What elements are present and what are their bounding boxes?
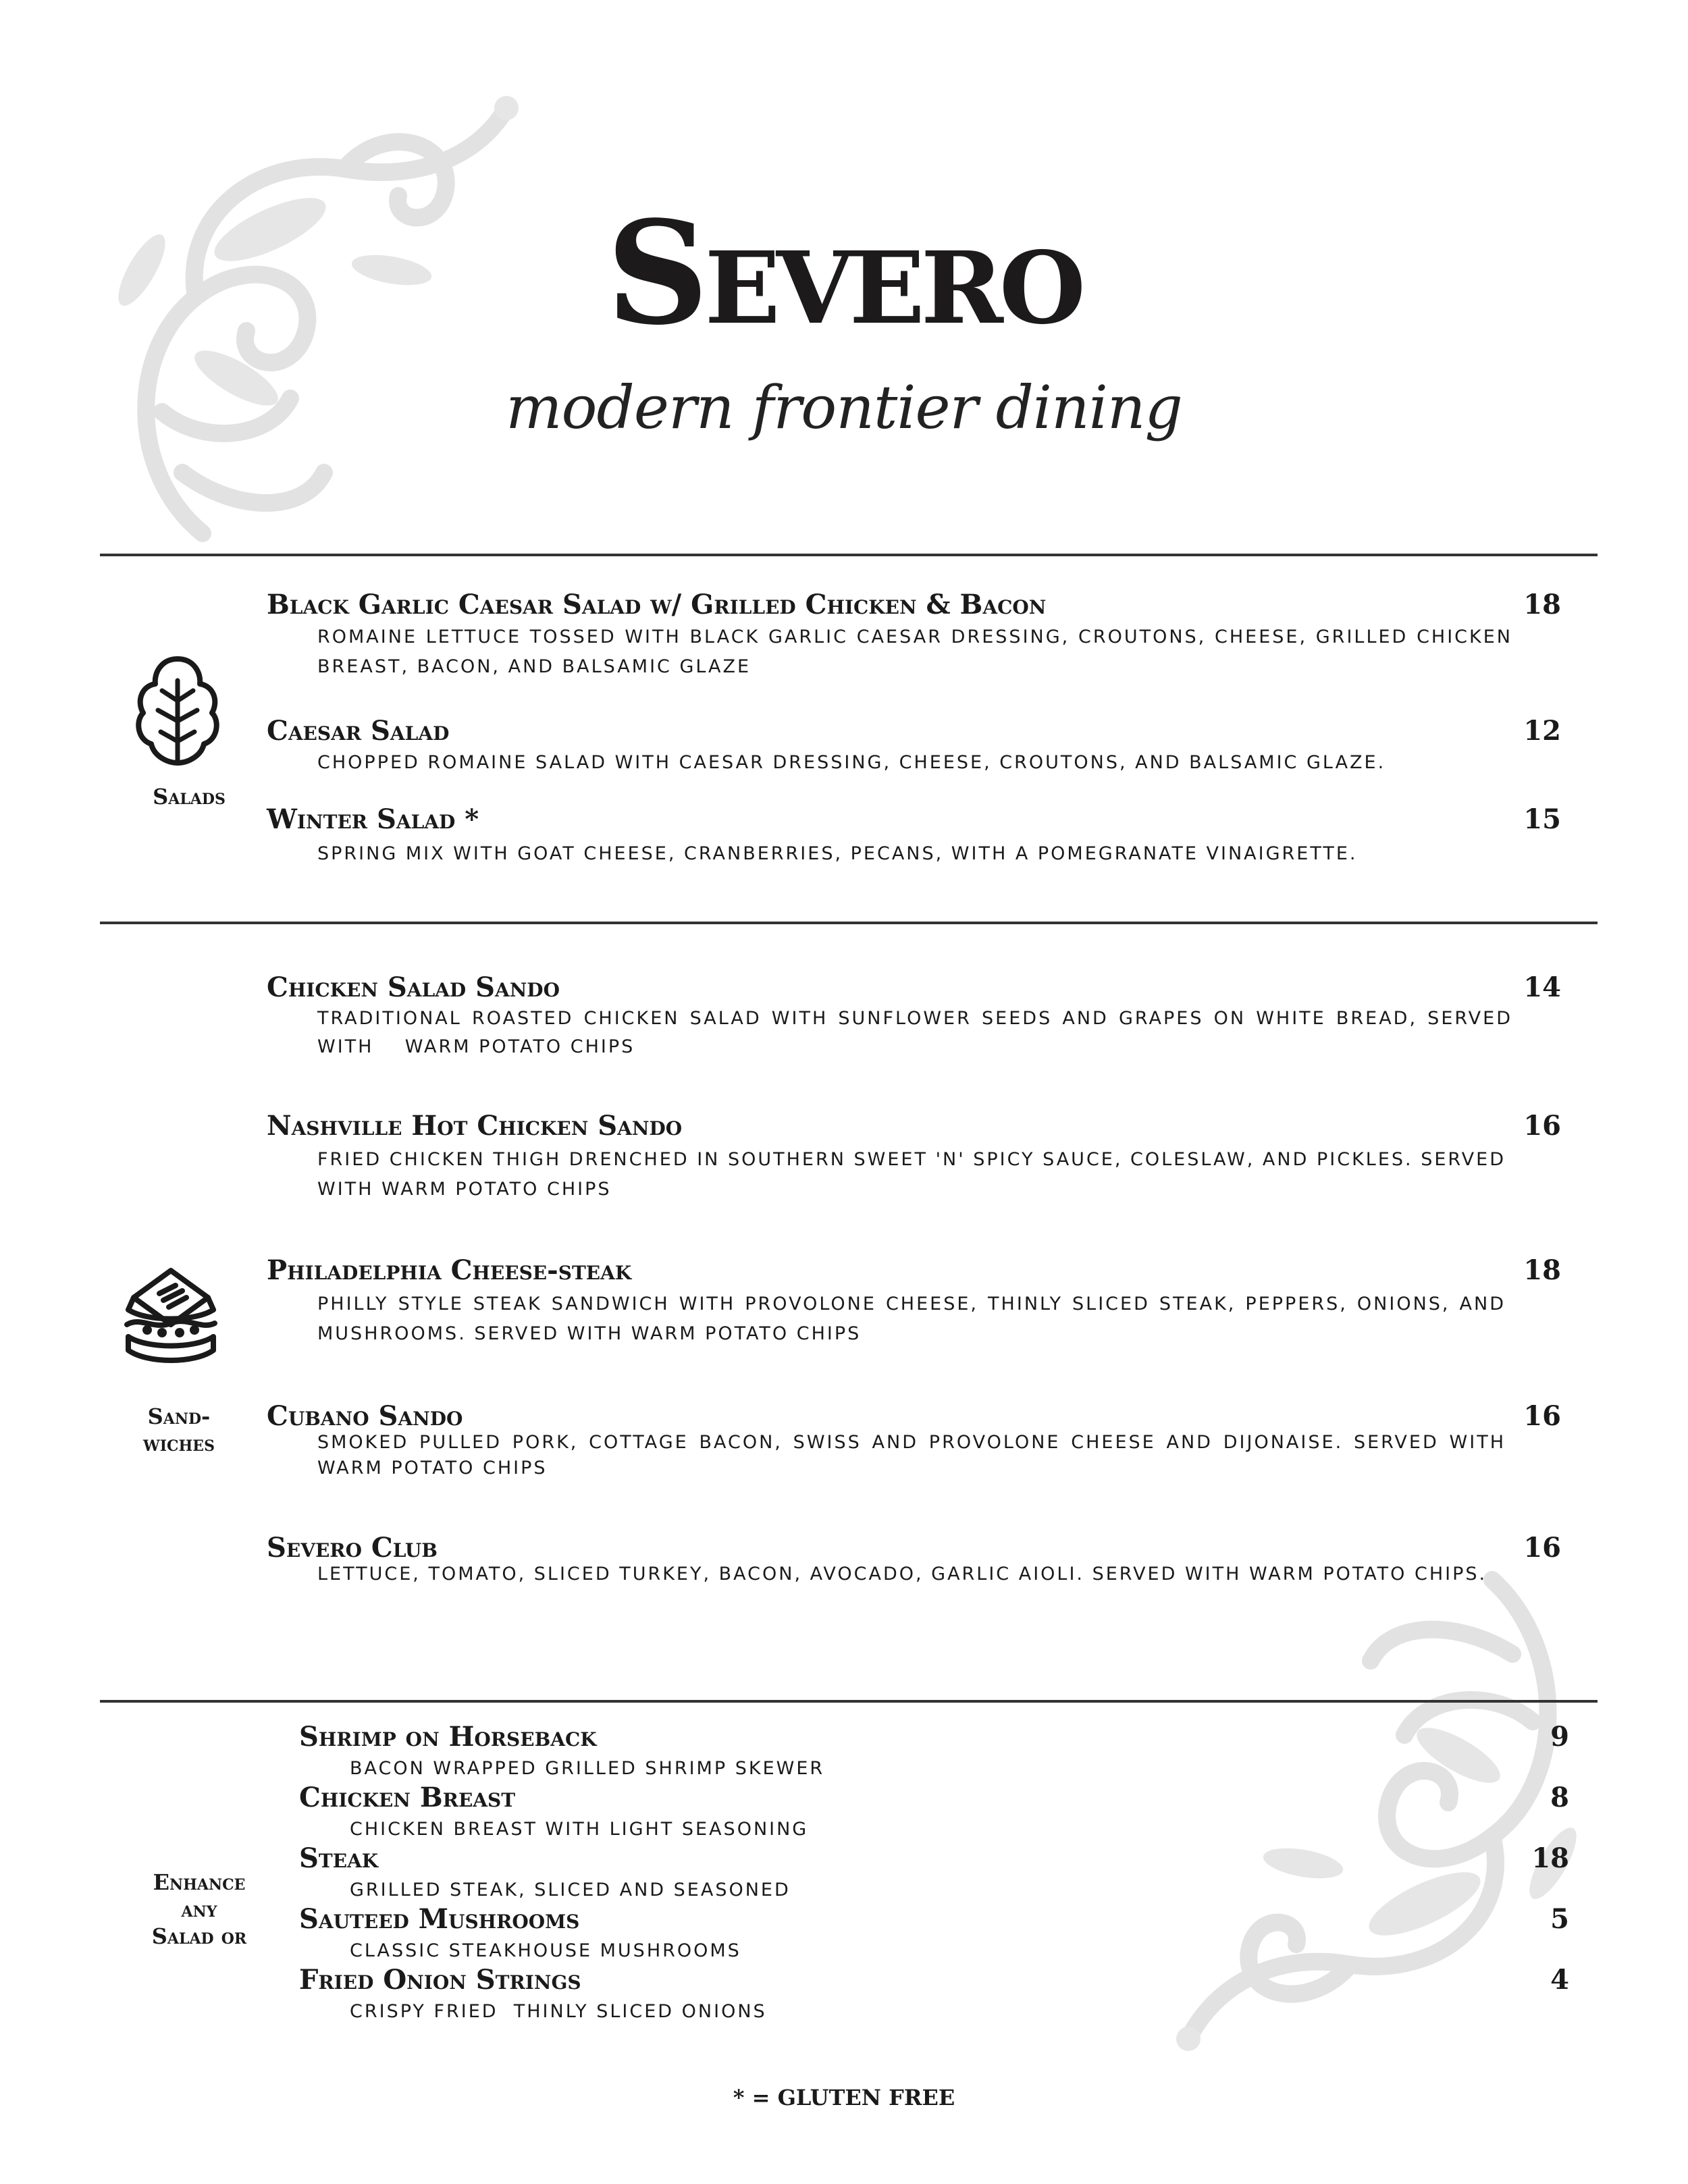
section-divider-salads bbox=[100, 922, 1598, 924]
menu-item-price: 4 bbox=[1550, 1964, 1569, 1996]
flourish-ornament-bottom-right bbox=[1175, 1566, 1593, 2079]
menu-item-description: PHILLY STYLE STEAK SANDWICH WITH PROVOLONE CHEESE, THINLY SLICED STEAK, PEPPERS, ONIONS, AND MUSHROOMS. SERVED WITH WARM POTATO CHIPS bbox=[317, 1294, 1506, 1344]
menu-item-name: Steak bbox=[299, 1842, 379, 1874]
section-label-line: wiches bbox=[143, 1431, 215, 1456]
menu-item-description: FRIED CHICKEN THIGH DRENCHED IN SOUTHERN SWEET 'N' SPICY SAUCE, COLESLAW, AND PICKLES. SERVED WITH WARM POTATO CHIPS bbox=[317, 1149, 1506, 1200]
menu-item-price: 16 bbox=[1523, 1110, 1561, 1142]
menu-item-description: SPRING MIX WITH GOAT CHEESE, CRANBERRIES, PECANS, WITH A POMEGRANATE VINAIGRETTE. bbox=[317, 843, 1358, 864]
menu-item-description: CHOPPED ROMAINE SALAD WITH CAESAR DRESSING, CHEESE, CROUTONS, AND BALSAMIC GLAZE. bbox=[317, 752, 1386, 773]
menu-item-name: Black Garlic Caesar Salad w/ Grilled Chicken & Bacon bbox=[267, 589, 1047, 620]
menu-item-price: 8 bbox=[1550, 1782, 1569, 1813]
menu-item-name: Fried Onion Strings bbox=[299, 1964, 581, 1996]
section-label-salads: Salads bbox=[153, 784, 226, 809]
section-label-line: Enhance bbox=[153, 1869, 246, 1895]
section-divider-top bbox=[100, 554, 1598, 556]
sandwich-icon bbox=[120, 1262, 221, 1370]
menu-item-price: 9 bbox=[1550, 1721, 1569, 1753]
menu-item-description: ROMAINE LETTUCE TOSSED WITH BLACK GARLIC CAESAR DRESSING, CROUTONS, CHEESE, GRILLED CHICKEN BREAST, BACON, AND BALSAMIC GLAZE bbox=[317, 627, 1512, 677]
menu-item-price: 5 bbox=[1550, 1903, 1569, 1935]
menu-item-price: 15 bbox=[1523, 803, 1561, 835]
gluten-free-footnote: * = GLUTEN FREE bbox=[733, 2085, 955, 2110]
brand-logo-wordmark: Severo bbox=[606, 190, 1082, 356]
menu-item-name: Sauteed Mushrooms bbox=[299, 1903, 580, 1935]
menu-item-price: 18 bbox=[1531, 1842, 1569, 1874]
menu-item-name: Cubano Sando bbox=[267, 1400, 463, 1432]
menu-item-price: 12 bbox=[1523, 715, 1561, 747]
brand-tagline: modern frontier dining bbox=[506, 373, 1182, 442]
menu-item-description: TRADITIONAL ROASTED CHICKEN SALAD WITH SUNFLOWER SEEDS AND GRAPES ON WHITE BREAD, SERVED WITH WARM POTATO CHIPS bbox=[317, 1008, 1521, 1057]
menu-item-name: Nashville Hot Chicken Sando bbox=[267, 1110, 683, 1142]
menu-item-name: Chicken Breast bbox=[299, 1782, 516, 1813]
menu-item-price: 18 bbox=[1523, 589, 1561, 620]
menu-item-description: SMOKED PULLED PORK, COTTAGE BACON, SWISS AND PROVOLONE CHEESE AND DIJONAISE. SERVED WITH WARM POTATO CHIPS bbox=[317, 1432, 1506, 1479]
section-label-line: Sand- bbox=[147, 1404, 211, 1429]
section-label-line: Salad or bbox=[151, 1923, 247, 1949]
menu-item-price: 14 bbox=[1523, 971, 1561, 1003]
section-label-line: any bbox=[181, 1896, 217, 1922]
menu-item-description: GRILLED STEAK, SLICED AND SEASONED bbox=[350, 1880, 791, 1900]
lettuce-icon bbox=[134, 654, 221, 768]
section-label-enhance bbox=[128, 1869, 270, 1950]
menu-item-price: 16 bbox=[1523, 1400, 1561, 1432]
menu-item-price: 16 bbox=[1523, 1532, 1561, 1564]
menu-item-price: 18 bbox=[1523, 1254, 1561, 1286]
menu-item-description: CLASSIC STEAKHOUSE MUSHROOMS bbox=[350, 1940, 741, 1961]
menu-item-name: Severo Club bbox=[267, 1532, 438, 1564]
menu-item-description: BACON WRAPPED GRILLED SHRIMP SKEWER bbox=[350, 1758, 825, 1779]
menu-item-name: Caesar Salad bbox=[267, 715, 450, 747]
menu-item-description: CRISPY FRIED THINLY SLICED ONIONS bbox=[350, 2001, 767, 2022]
section-label-sandwiches bbox=[115, 1403, 243, 1457]
menu-item-name: Winter Salad * bbox=[267, 803, 479, 835]
section-divider-sandwiches bbox=[100, 1700, 1598, 1703]
menu-item-description: CHICKEN BREAST WITH LIGHT SEASONING bbox=[350, 1819, 809, 1840]
menu-item-name: Shrimp on Horseback bbox=[299, 1721, 597, 1753]
menu-item-name: Chicken Salad Sando bbox=[267, 971, 560, 1003]
menu-item-description: LETTUCE, TOMATO, SLICED TURKEY, BACON, AVOCADO, GARLIC AIOLI. SERVED WITH WARM POTATO CHIPS. bbox=[317, 1564, 1487, 1584]
menu-item-name: Philadelphia Cheese-steak bbox=[267, 1254, 632, 1286]
